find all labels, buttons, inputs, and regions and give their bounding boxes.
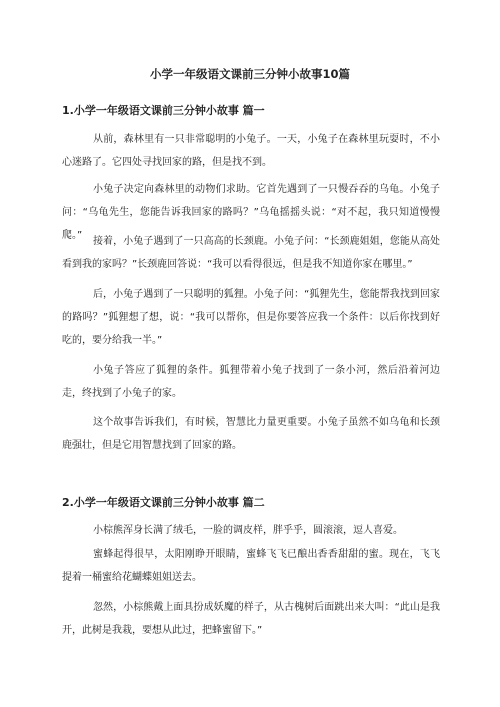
section-1-paragraph-4: 后，小兔子遇到了一只聪明的狐狸。小兔子问：“狐狸先生，您能帮我找到回家的路吗？”狐狸想了想，说：“我可以帮你，但是你要答应我一个条件：以后你找到好吃的，要分给我一半。” xyxy=(62,289,440,346)
section-1-paragraph-1: 从前，森林里有一只非常聪明的小兔子。一天，小兔子在森林里玩耍时，不小心迷路了。它四处寻找回家的路，但是找不到。 xyxy=(62,134,440,168)
section-2-paragraph-3: 忽然，小棕熊戴上面具扮成妖魔的样子，从古槐树后面跳出来大叫：“此山是我开，此树是我栽，要想从此过，把蜂蜜留下。” xyxy=(62,602,440,636)
section-2-heading: 2.小学一年级语文课前三分钟小故事 篇二 xyxy=(62,496,265,509)
section-2-paragraph-2: 蜜蜂起得很早，太阳刚睁开眼睛，蜜蜂飞飞已酿出香香甜甜的蜜。现在，飞飞提着一桶蜜给花蝴蝶姐姐送去。 xyxy=(62,549,440,583)
section-2-paragraph-1: 小棕熊浑身长满了绒毛，一脸的调皮样，胖乎乎，圆滚滚，逗人喜爱。 xyxy=(93,525,403,536)
document-title: 小学一年级语文课前三分钟小故事10篇 xyxy=(149,67,350,81)
section-1-paragraph-6: 这个故事告诉我们，有时候，智慧比力量更重要。小兔子虽然不如乌龟和长颈鹿强壮，但是它用智慧找到了回家的路。 xyxy=(62,417,440,451)
section-1-paragraph-5: 小兔子答应了狐狸的条件。狐狸带着小兔子找到了一条小河，然后沿着河边走，终找到了小兔子的家。 xyxy=(62,365,440,399)
section-1-paragraph-3: 接着，小兔子遇到了一只高高的长颈鹿。小兔子问：“长颈鹿姐姐，您能从高处看到我的家吗？”长颈鹿回答说：“我可以看得很远，但是我不知道你家在哪里。” xyxy=(62,236,440,270)
section-1-heading: 1.小学一年级语文课前三分钟小故事 篇一 xyxy=(62,104,265,117)
section-1-paragraph-2: 小兔子决定向森林里的动物们求助。它首先遇到了一只慢吞吞的乌龟。小兔子问：“乌龟先生，您能告诉我回家的路吗？”乌龟摇摇头说：“对不起，我只知道慢慢爬。” xyxy=(62,184,440,241)
